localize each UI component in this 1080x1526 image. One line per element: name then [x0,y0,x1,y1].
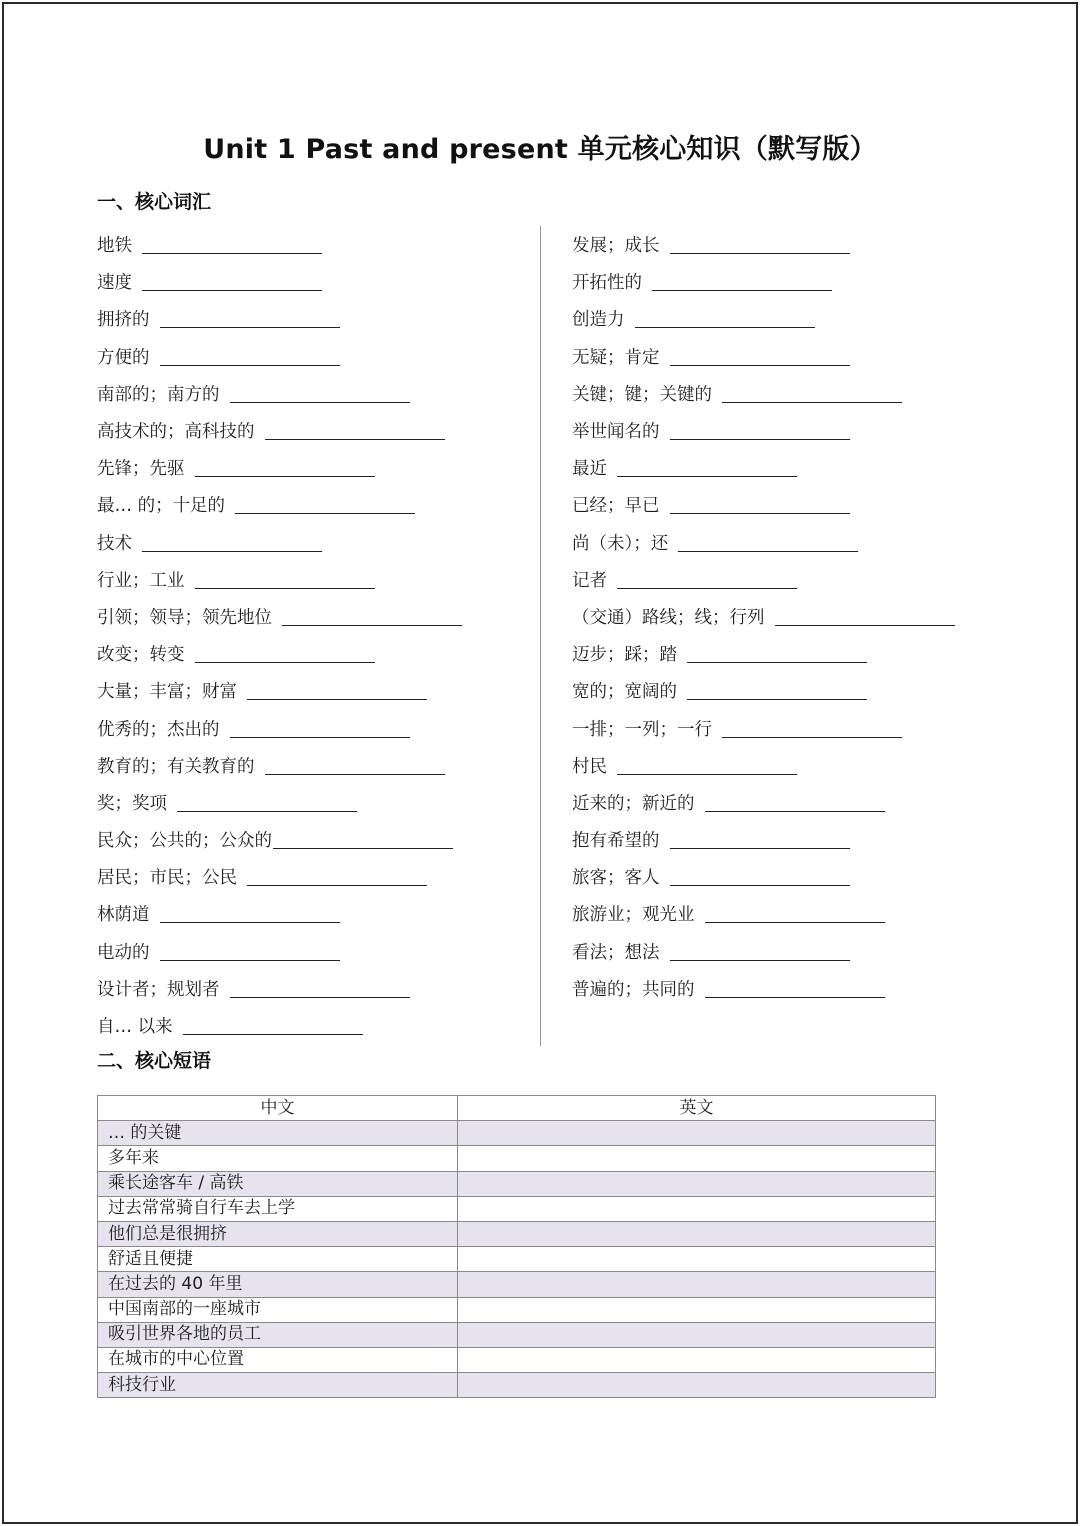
answer-blank[interactable] [687,681,867,700]
phrase-chinese-cell: 他们总是很拥挤 [98,1221,458,1246]
vocab-item [97,449,462,486]
phrase-chinese-cell: 在城市的中心位置 [98,1347,458,1372]
answer-blank[interactable] [265,421,445,440]
phrase-chinese-cell: 乘长途客车 / 高铁 [98,1171,458,1196]
vocab-item [572,300,955,337]
vocab-item [572,933,955,970]
answer-blank[interactable] [177,793,357,812]
table-row [98,1373,936,1398]
vocab-item [572,524,955,561]
answer-blank[interactable] [670,421,850,440]
answer-blank[interactable] [705,979,885,998]
table-row [98,1272,936,1297]
vocab-term: 民众；公共的；公众的 [97,831,272,852]
vocab-section-heading: 一、核心词汇 [97,191,212,213]
answer-blank[interactable] [678,533,858,552]
phrase-english-answer-cell[interactable] [458,1121,936,1146]
column-divider [540,226,541,1046]
answer-blank[interactable] [142,272,322,291]
phrase-english-answer-cell[interactable] [458,1171,936,1196]
vocab-term: 先锋；先驱 [97,459,185,480]
answer-blank[interactable] [687,644,867,663]
phrase-chinese-cell: 舒适且便捷 [98,1247,458,1272]
answer-blank[interactable] [230,719,410,738]
column-header-english: 英文 [458,1096,936,1121]
vocab-term: （交通）路线；线；行列 [572,607,765,628]
answer-blank[interactable] [617,570,797,589]
answer-blank[interactable] [670,235,850,254]
table-row [98,1121,936,1146]
answer-blank[interactable] [183,1016,363,1035]
table-row [98,1297,936,1322]
vocab-item [97,598,462,635]
answer-blank[interactable] [652,272,832,291]
vocab-term: 近来的；新近的 [572,793,695,814]
vocab-term: 一排；一列；一行 [572,719,712,740]
vocab-term: 设计者；规划者 [97,979,220,1000]
answer-blank[interactable] [670,495,850,514]
answer-blank[interactable] [670,830,850,849]
vocab-item [97,895,462,932]
vocab-term: 行业；工业 [97,570,185,591]
vocab-term: 速度 [97,273,132,294]
vocab-term: 关键；键；关键的 [572,384,712,405]
phrase-english-answer-cell[interactable] [458,1297,936,1322]
vocab-item [572,895,955,932]
vocab-item [572,449,955,486]
vocab-list-left [97,226,462,1044]
vocab-item [572,970,955,1007]
vocab-term: 开拓性的 [572,273,642,294]
vocab-term: 优秀的；杰出的 [97,719,220,740]
vocab-term: 尚（未）；还 [572,533,669,554]
vocab-item [97,300,462,337]
answer-blank[interactable] [282,607,462,626]
vocab-item [97,412,462,449]
answer-blank[interactable] [230,384,410,403]
vocab-item [97,561,462,598]
answer-blank[interactable] [670,942,850,961]
phrase-english-answer-cell[interactable] [458,1322,936,1347]
vocab-item [97,709,462,746]
vocab-term: 发展；成长 [572,236,660,257]
answer-blank[interactable] [195,644,375,663]
answer-blank[interactable] [247,867,427,886]
page-title: Unit 1 Past and present 单元核心知识（默写版） [203,134,877,165]
vocab-term: 记者 [572,570,607,591]
vocab-term: 抱有希望的 [572,831,660,852]
vocab-term: 旅客；客人 [572,868,660,889]
phrase-chinese-cell: 过去常常骑自行车去上学 [98,1196,458,1221]
vocab-term: 林荫道 [97,905,150,926]
vocab-term: 宽的；宽阔的 [572,682,677,703]
table-row [98,1347,936,1372]
phrase-chinese-cell: 中国南部的一座城市 [98,1297,458,1322]
phrase-english-answer-cell[interactable] [458,1347,936,1372]
answer-blank[interactable] [142,533,322,552]
vocab-item [572,821,955,858]
vocab-item [572,672,955,709]
vocab-term: 普遍的；共同的 [572,979,695,1000]
vocab-term: 看法；想法 [572,942,660,963]
table-row [98,1247,936,1272]
answer-blank[interactable] [160,942,340,961]
vocab-item [97,970,462,1007]
phrase-table [97,1095,936,1398]
vocab-term: 技术 [97,533,132,554]
vocab-item [572,412,955,449]
vocab-item [572,784,955,821]
answer-blank[interactable] [722,719,902,738]
vocab-item [97,635,462,672]
table-row [98,1146,936,1171]
vocab-term: 引领；领导；领先地位 [97,607,272,628]
vocab-term: 村民 [572,756,607,777]
phrase-english-answer-cell[interactable] [458,1196,936,1221]
vocab-item [572,709,955,746]
answer-blank[interactable] [670,347,850,366]
answer-blank[interactable] [230,979,410,998]
phrase-chinese-cell: 科技行业 [98,1373,458,1398]
answer-blank[interactable] [235,495,415,514]
table-row [98,1196,936,1221]
answer-blank[interactable] [635,309,815,328]
vocab-term: 无疑；肯定 [572,347,660,368]
phrase-english-answer-cell[interactable] [458,1221,936,1246]
phrase-section-heading: 二、核心短语 [97,1050,212,1072]
vocab-item [572,561,955,598]
vocab-term: 电动的 [97,942,150,963]
vocab-item [97,821,462,858]
vocab-item [97,784,462,821]
vocab-list-right [572,226,955,1007]
answer-blank[interactable] [775,607,955,626]
vocab-term: 教育的；有关教育的 [97,756,255,777]
answer-blank[interactable] [247,681,427,700]
vocab-item [97,858,462,895]
vocab-term: 最… 的；十足的 [97,496,226,517]
answer-blank[interactable] [273,830,453,849]
vocab-item [572,747,955,784]
vocab-term: 迈步；踩；踏 [572,645,677,666]
table-row [98,1322,936,1347]
phrase-chinese-cell: … 的关键 [98,1121,458,1146]
column-header-chinese: 中文 [98,1096,458,1121]
vocab-item [572,858,955,895]
phrase-english-answer-cell[interactable] [458,1247,936,1272]
vocab-term: 大量；丰富；财富 [97,682,237,703]
answer-blank[interactable] [670,867,850,886]
vocab-term: 南部的；南方的 [97,384,220,405]
vocab-term: 创造力 [572,310,625,331]
phrase-english-answer-cell[interactable] [458,1146,936,1171]
vocab-term: 自… 以来 [97,1017,173,1038]
vocab-item [97,672,462,709]
answer-blank[interactable] [195,458,375,477]
table-header-row [98,1096,936,1121]
answer-blank[interactable] [160,309,340,328]
vocab-item [97,338,462,375]
answer-blank[interactable] [705,793,885,812]
vocab-item [97,263,462,300]
answer-blank[interactable] [195,570,375,589]
vocab-term: 旅游业；观光业 [572,905,695,926]
vocab-item [97,1007,462,1044]
vocab-item [572,375,955,412]
vocab-term: 已经；早已 [572,496,660,517]
table-row [98,1171,936,1196]
vocab-term: 最近 [572,459,607,480]
vocab-item [572,486,955,523]
vocab-item [97,933,462,970]
vocab-item [572,226,955,263]
phrase-chinese-cell: 在过去的 40 年里 [98,1272,458,1297]
vocab-term: 地铁 [97,236,132,257]
answer-blank[interactable] [617,756,797,775]
answer-blank[interactable] [265,756,445,775]
vocab-item [572,338,955,375]
vocab-item [97,486,462,523]
vocab-item [97,226,462,263]
vocab-item [97,524,462,561]
answer-blank[interactable] [722,384,902,403]
vocab-term: 举世闻名的 [572,422,660,443]
vocab-term: 居民；市民；公民 [97,868,237,889]
vocab-term: 拥挤的 [97,310,150,331]
table-row [98,1221,936,1246]
phrase-chinese-cell: 吸引世界各地的员工 [98,1322,458,1347]
phrase-english-answer-cell[interactable] [458,1373,936,1398]
answer-blank[interactable] [160,347,340,366]
vocab-item [97,375,462,412]
answer-blank[interactable] [160,904,340,923]
answer-blank[interactable] [142,235,322,254]
phrase-english-answer-cell[interactable] [458,1272,936,1297]
vocab-term: 改变；转变 [97,645,185,666]
vocab-term: 奖；奖项 [97,793,167,814]
vocab-item [572,263,955,300]
answer-blank[interactable] [617,458,797,477]
vocab-term: 高技术的；高科技的 [97,422,255,443]
vocab-term: 方便的 [97,347,150,368]
answer-blank[interactable] [705,904,885,923]
vocab-item [572,598,955,635]
vocab-item [97,747,462,784]
vocab-item [572,635,955,672]
phrase-chinese-cell: 多年来 [98,1146,458,1171]
